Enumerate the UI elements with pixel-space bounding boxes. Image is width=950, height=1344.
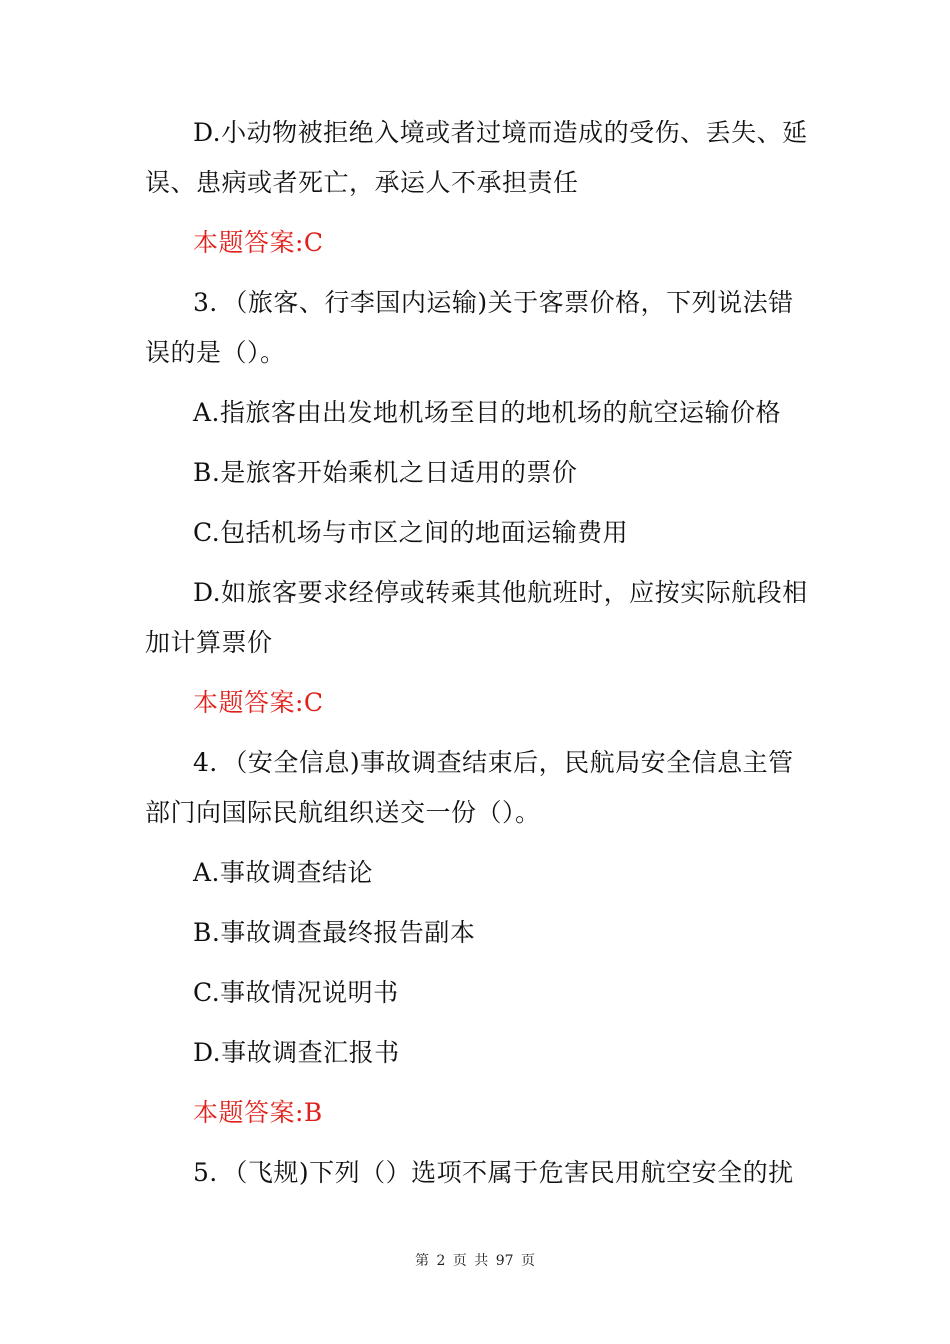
answer-line: 本题答案:C: [193, 688, 324, 717]
option-d-continuation: 加计算票价: [145, 628, 273, 657]
option-a-line: A.事故调查结论: [193, 858, 374, 887]
option-c-line: C.包括机场与市区之间的地面运输费用: [193, 518, 629, 547]
option-d-line: D.如旅客要求经停或转乘其他航班时，应按实际航段相: [193, 578, 808, 607]
page-footer: 第 2 页 共 97 页: [415, 1253, 535, 1269]
option-d-continuation: 误、患病或者死亡，承运人不承担责任: [145, 168, 579, 197]
question-5-line: 5．（飞规)下列（）选项不属于危害民用航空安全的扰: [193, 1158, 794, 1187]
answer-line: 本题答案:B: [193, 1098, 323, 1127]
question-3-line: 3．（旅客、行李国内运输)关于客票价格，下列说法错: [193, 288, 794, 317]
option-a-line: A.指旅客由出发地机场至目的地机场的航空运输价格: [193, 398, 782, 427]
option-d-line: D.事故调查汇报书: [193, 1038, 400, 1067]
option-b-line: B.是旅客开始乘机之日适用的票价: [193, 458, 578, 487]
question-3-continuation: 误的是（）。: [145, 338, 286, 367]
option-b-line: B.事故调查最终报告副本: [193, 918, 476, 947]
question-4-continuation: 部门向国际民航组织送交一份（）。: [145, 798, 541, 827]
question-4-line: 4．（安全信息)事故调查结束后，民航局安全信息主管: [193, 748, 794, 777]
answer-line: 本题答案:C: [193, 228, 324, 257]
option-d-line: D.小动物被拒绝入境或者过境而造成的受伤、丢失、延: [193, 118, 808, 147]
option-c-line: C.事故情况说明书: [193, 978, 399, 1007]
